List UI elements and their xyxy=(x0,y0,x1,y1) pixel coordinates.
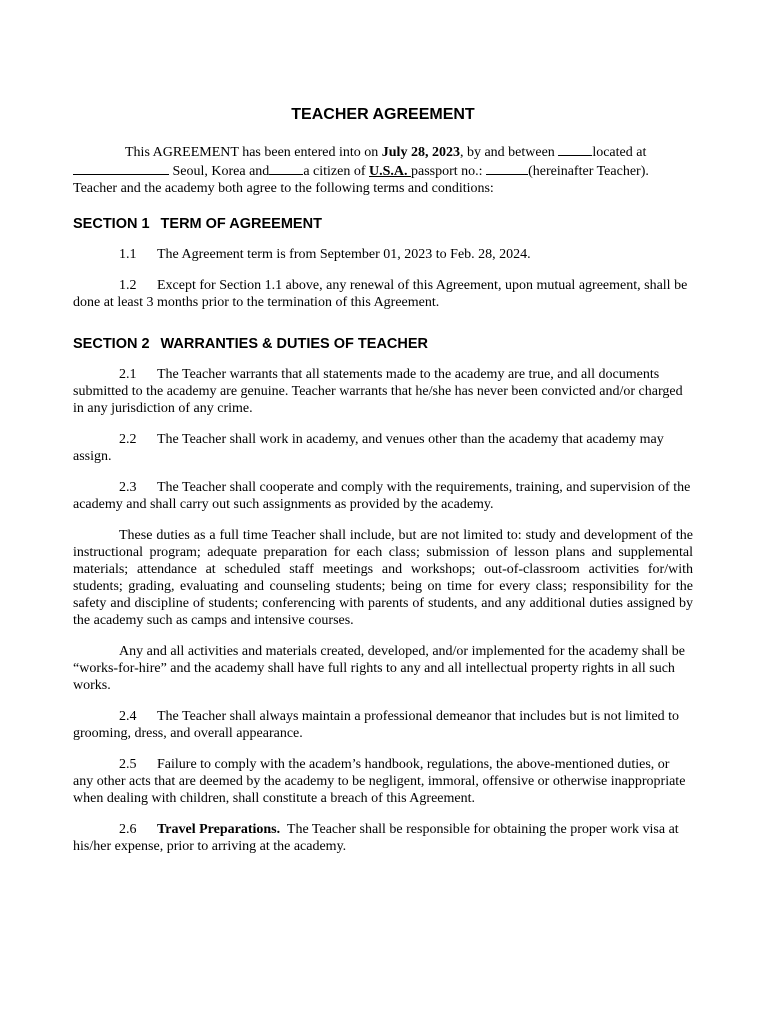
clause-2-4 xyxy=(73,708,693,742)
section-2-title: WARRANTIES & DUTIES OF TEACHER xyxy=(160,336,428,352)
clause-text: The Teacher warrants that all statements made to the academy are true, and all documents submitted to the academy are genuine. Teacher warrants that he/she has never been convicted and/or charged in any jurisdiction of any crime. xyxy=(73,367,683,416)
clause-1-1 xyxy=(73,246,693,263)
section-1-title: TERM OF AGREEMENT xyxy=(160,216,322,232)
clause-number: 2.1 xyxy=(119,367,137,382)
clause-2-2 xyxy=(73,431,693,465)
clause-2-1 xyxy=(73,366,693,417)
intro-text-4: Seoul, Korea and xyxy=(169,164,270,179)
clause-text: The Teacher shall be responsible for obtaining the proper work visa at his/her expense, prior to arriving at the academy. xyxy=(73,822,683,854)
section-1-number: SECTION 1 xyxy=(73,216,150,232)
clause-number: 2.2 xyxy=(119,432,137,447)
clause-2-6 xyxy=(73,821,693,855)
intro-text-1: This AGREEMENT has been entered into on xyxy=(125,145,382,160)
intro-text-2: , by and between xyxy=(459,145,559,160)
document-title: TEACHER AGREEMENT xyxy=(291,106,475,123)
clause-2-3 xyxy=(73,479,693,513)
intro-text-6: passport no.: xyxy=(411,164,487,179)
agreement-date: July 28, 2023 xyxy=(381,145,460,160)
teacher-country: U.S.A. xyxy=(369,164,412,179)
clause-number: 1.1 xyxy=(119,247,137,262)
intro-text-3: located at xyxy=(592,145,647,160)
clause-text: The Agreement term is from September 01, 2023 to Feb. 28, 2024. xyxy=(157,247,531,262)
section-1-heading xyxy=(73,215,693,233)
agreement-page xyxy=(73,105,693,855)
intro-paragraph xyxy=(73,142,693,197)
clause-1-2 xyxy=(73,277,693,311)
intro-text-5: a citizen of xyxy=(303,164,369,179)
duties-paragraph: These duties as a full time Teacher shall include, but are not limited to: study and development of the instructional program; adequate preparation for each class; submission of lesson plans and supplemental materials; attendance at scheduled staff meetings and workshops; out-of-classroom activities for/with students; grading, evaluating and counseling students; being on time for every class; responsibility for the safety and discipline of students; conferencing with parents of students, and any additional duties assigned by the academy such as camps and intensive courses. xyxy=(73,528,693,628)
clause-text: Except for Section 1.1 above, any renewal of this Agreement, upon mutual agreement, shall be done at least 3 months prior to the termination of this Agreement. xyxy=(73,278,688,310)
clause-text: The Teacher shall always maintain a professional demeanor that includes but is not limited to grooming, dress, and overall appearance. xyxy=(73,709,680,741)
blank-passport-no xyxy=(486,161,528,175)
section-2-heading xyxy=(73,335,693,353)
blank-teacher-name xyxy=(269,161,303,175)
blank-party-name xyxy=(558,142,592,156)
clause-text: Failure to comply with the academ’s handbook, regulations, the above-mentioned duties, or any other acts that are deemed by the academy to be negligent, immoral, offensive or otherwise inappropriate when dealing with children, shall constitute a breach of this Agreement. xyxy=(73,757,686,806)
works-for-hire-paragraph: Any and all activities and materials created, developed, and/or implemented for the academy shall be “works-for-hire” and the academy shall have full rights to any and all intellectual property rights in all such works. xyxy=(73,644,686,693)
clause-number: 2.5 xyxy=(119,757,137,772)
clause-number: 1.2 xyxy=(119,278,137,293)
clause-text: The Teacher shall cooperate and comply with the requirements, training, and supervision of the academy and shall carry out such assignments as provided by the academy. xyxy=(73,480,691,512)
clause-number: 2.6 xyxy=(119,822,137,837)
section-2-number: SECTION 2 xyxy=(73,336,150,352)
blank-address xyxy=(73,161,169,175)
clause-number: 2.3 xyxy=(119,480,137,495)
clause-text: The Teacher shall work in academy, and venues other than the academy that academy may assign. xyxy=(73,432,664,464)
clause-bold-heading: Travel Preparations. xyxy=(157,822,281,837)
clause-number: 2.4 xyxy=(119,709,137,724)
clause-2-5 xyxy=(73,756,693,807)
intro-text-7: (hereinafter Teacher). Teacher and the academy both agree to the following terms and conditions: xyxy=(73,164,649,196)
